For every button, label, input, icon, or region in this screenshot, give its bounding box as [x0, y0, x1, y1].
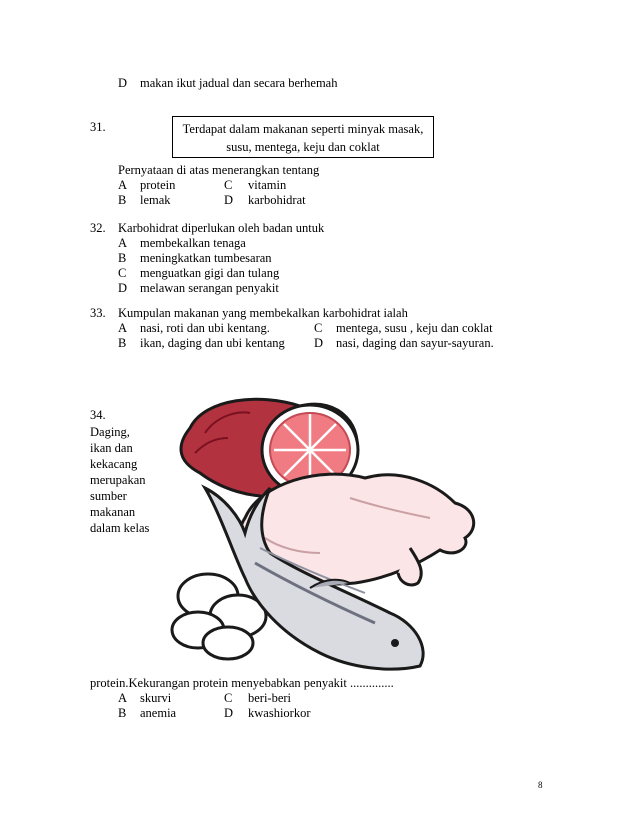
option-letter: B	[118, 193, 127, 207]
q33-options-row1	[118, 321, 518, 336]
q32-option-d	[118, 281, 279, 296]
protein-foods-illustration	[150, 388, 480, 678]
option-text: membekalkan tenaga	[140, 236, 246, 250]
option-text: beri-beri	[248, 691, 292, 705]
option-text: protein	[140, 178, 176, 192]
top-option-d	[118, 76, 338, 91]
option-text: karbohidrat	[248, 193, 306, 207]
option-text: menguatkan gigi dan tulang	[140, 266, 280, 280]
q34-options-row2	[118, 706, 418, 721]
q34-side-line: kekacang	[90, 457, 138, 471]
q34-continuation: protein.Kekurangan protein menyebabkan penyakit ..............	[90, 676, 394, 690]
option-letter: C	[224, 178, 233, 192]
q32-number: 32.	[90, 221, 106, 235]
option-letter: C	[314, 321, 323, 335]
option-text: mentega, susu , keju dan coklat	[336, 321, 493, 335]
option-letter: D	[224, 706, 234, 720]
q31-stem: Pernyataan di atas menerangkan tentang	[118, 163, 320, 177]
q32-option-c	[118, 266, 280, 281]
option-text: anemia	[140, 706, 177, 720]
option-text: lemak	[140, 193, 171, 207]
q33-number: 33.	[90, 306, 106, 320]
option-letter: B	[118, 336, 127, 350]
option-text: skurvi	[140, 691, 172, 705]
q34-side-line: sumber	[90, 489, 127, 503]
q34-options-row1	[118, 691, 418, 706]
option-letter: D	[118, 281, 128, 295]
q34-side-line: merupakan	[90, 473, 146, 487]
q34-number: 34.	[90, 408, 106, 422]
q34-side-text	[90, 424, 149, 536]
option-text: makan ikut jadual dan secara berhemah	[140, 76, 338, 90]
option-letter: A	[118, 691, 128, 705]
option-letter: D	[118, 76, 128, 90]
option-text: vitamin	[248, 178, 287, 192]
q31-box-line1: Terdapat dalam makanan seperti minyak masak,	[182, 122, 424, 136]
q34-side-line: Daging,	[90, 425, 130, 439]
q31-options-row2	[118, 193, 418, 208]
page-number: 8	[538, 780, 543, 790]
q32-option-a	[118, 236, 246, 251]
option-letter: B	[118, 706, 127, 720]
option-letter: A	[118, 321, 128, 335]
option-text: melawan serangan penyakit	[140, 281, 279, 295]
q34-side-line: dalam kelas	[90, 521, 150, 535]
q31-number: 31.	[90, 120, 106, 134]
q33-stem: Kumpulan makanan yang membekalkan karbohidrat ialah	[118, 306, 408, 320]
option-text: nasi, daging dan sayur-sayuran.	[336, 336, 494, 350]
q31-box-line2: susu, mentega, keju dan coklat	[226, 140, 380, 154]
q34-side-line: makanan	[90, 505, 136, 519]
option-letter: A	[118, 236, 128, 250]
q32-option-b	[118, 251, 272, 266]
option-letter: C	[118, 266, 127, 280]
option-text: nasi, roti dan ubi kentang.	[140, 321, 270, 335]
q34-side-line: ikan dan	[90, 441, 133, 455]
q32-stem: Karbohidrat diperlukan oleh badan untuk	[118, 221, 325, 235]
option-letter: D	[224, 193, 234, 207]
q31-options-row1	[118, 178, 418, 193]
q33-options-row2	[118, 336, 518, 351]
q31-statement-box	[172, 116, 434, 158]
option-letter: B	[118, 251, 127, 265]
option-text: meningkatkan tumbesaran	[140, 251, 272, 265]
option-letter: A	[118, 178, 128, 192]
option-letter: D	[314, 336, 324, 350]
option-text: kwashiorkor	[248, 706, 311, 720]
option-text: ikan, daging dan ubi kentang	[140, 336, 285, 350]
option-letter: C	[224, 691, 233, 705]
